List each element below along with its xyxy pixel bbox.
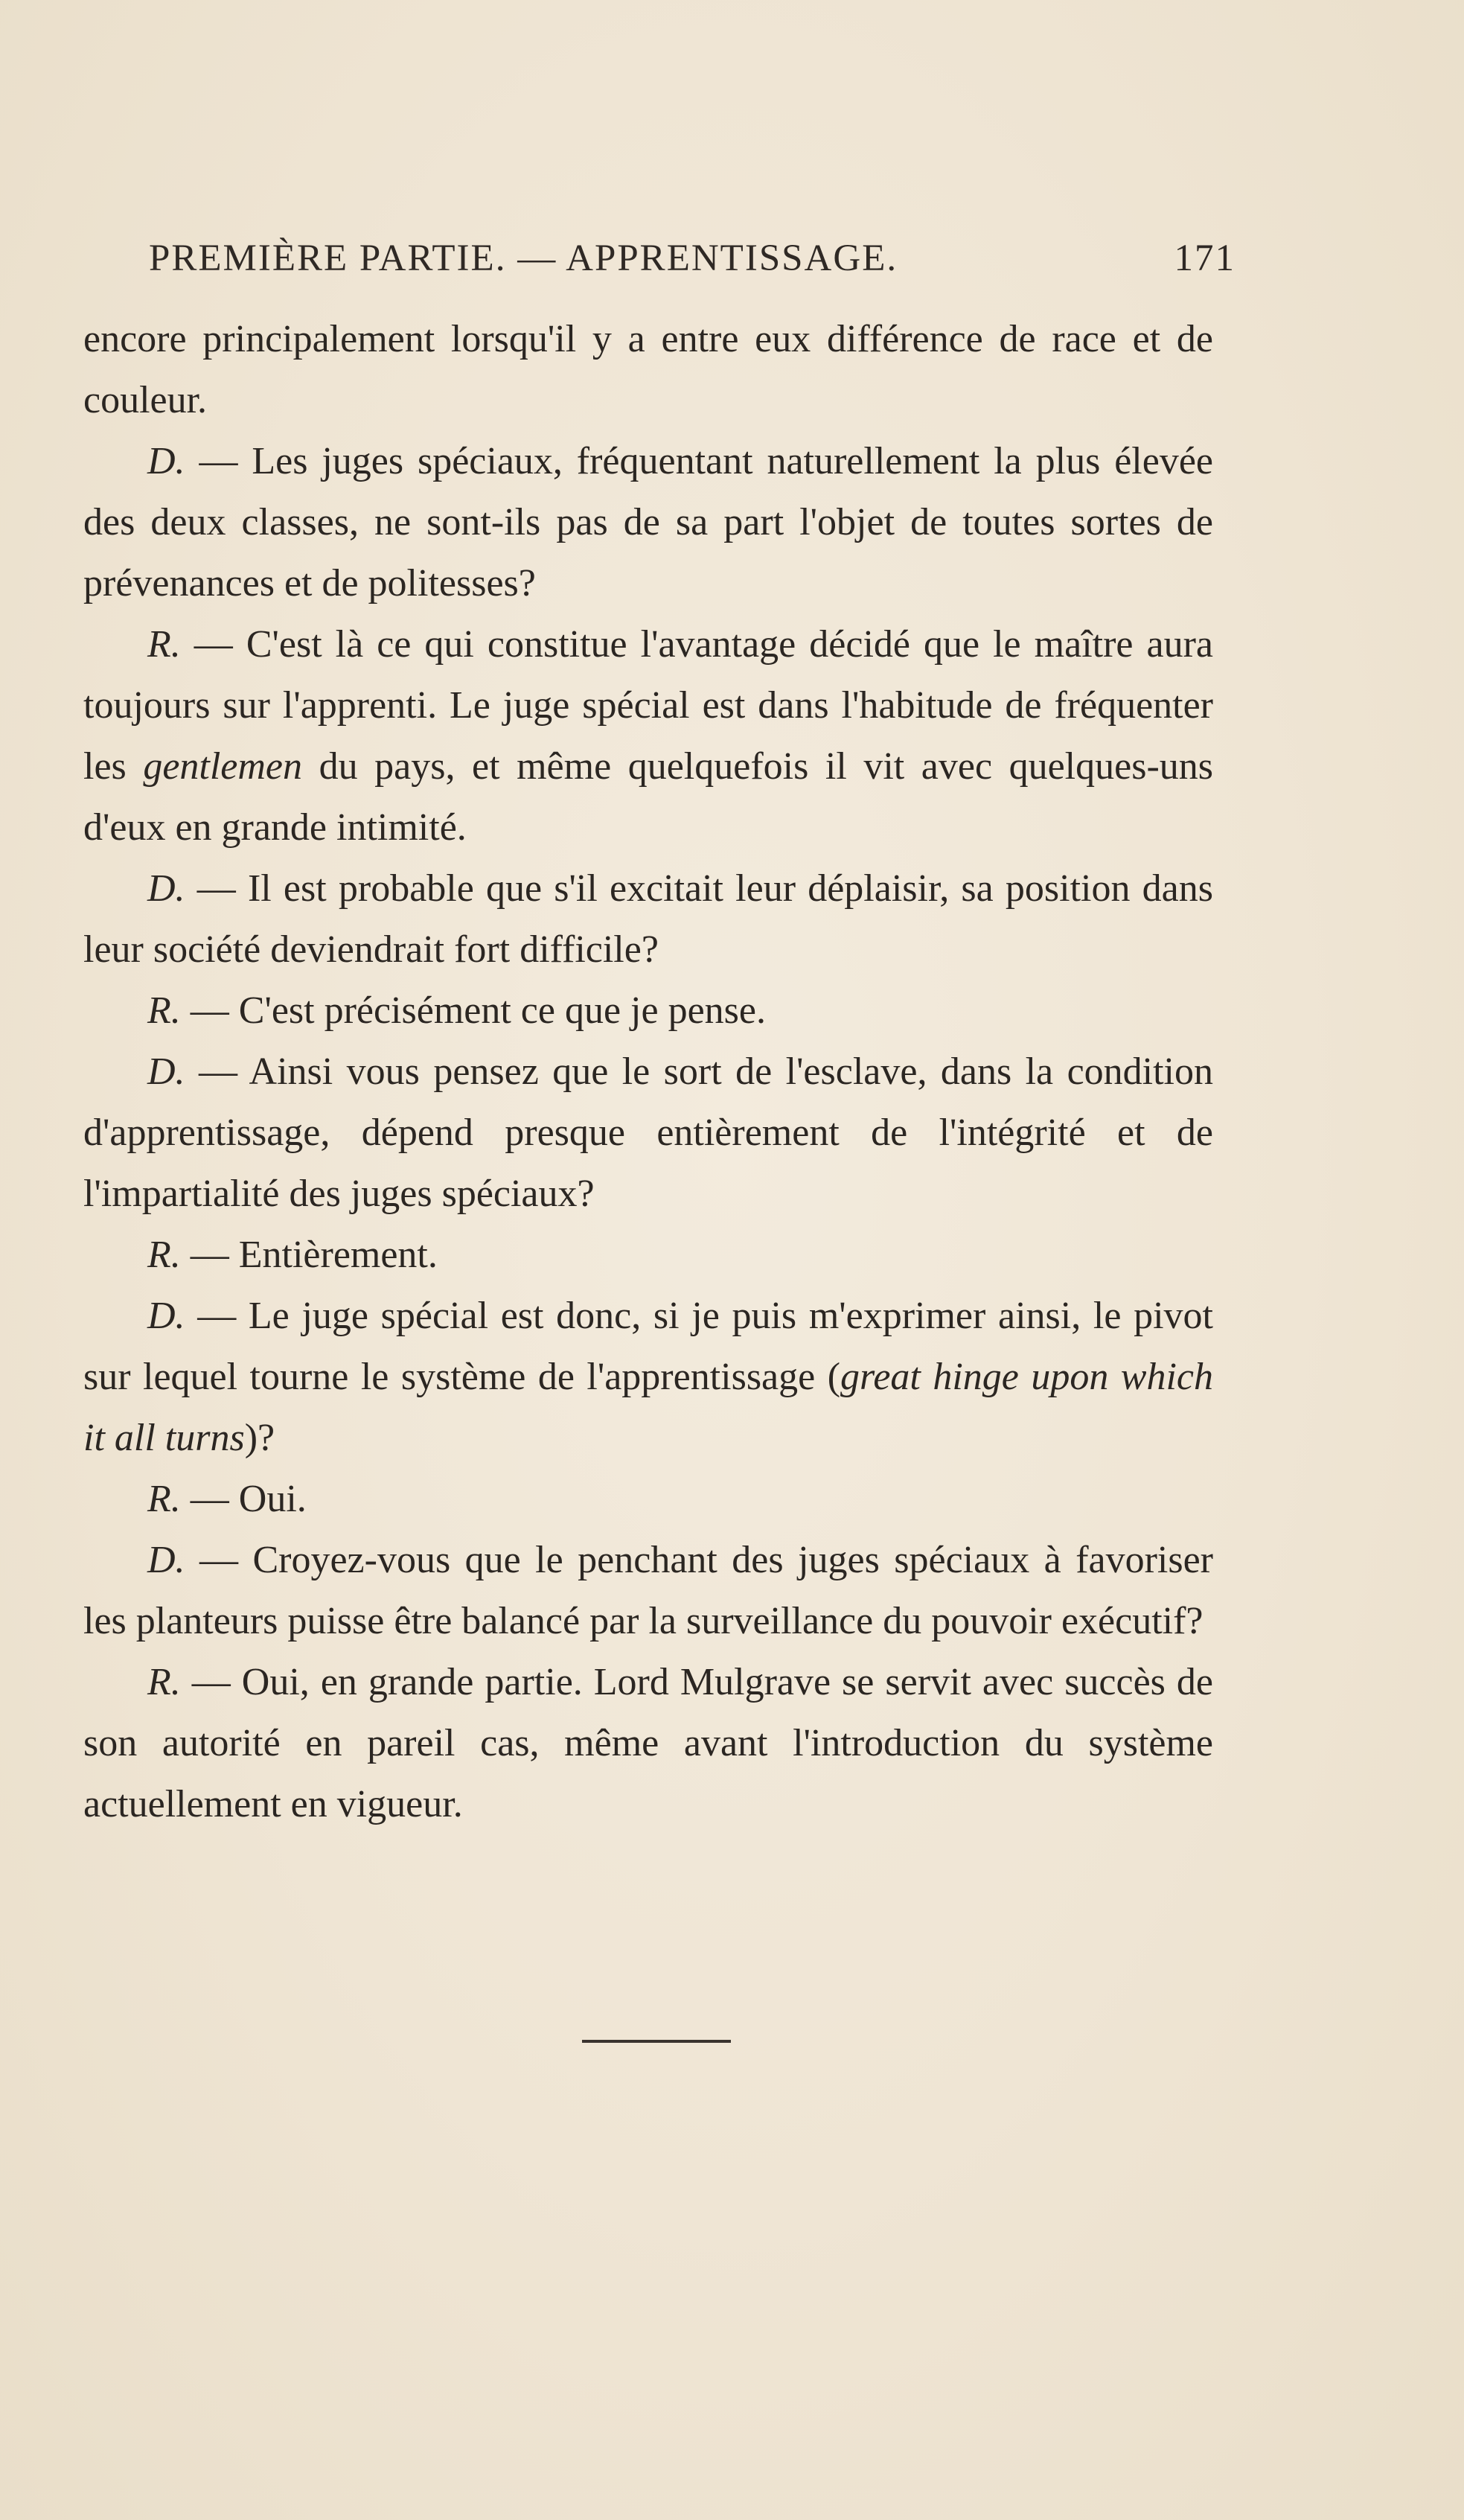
dialog-paragraph	[83, 1042, 1213, 1225]
dialog-paragraph	[83, 431, 1213, 614]
running-head-title: PREMIÈRE PARTIE. — APPRENTISSAGE.	[149, 237, 898, 279]
speaker-label: D.	[147, 867, 185, 910]
paragraph-text: — Oui.	[180, 1478, 307, 1520]
paragraph-text: — Oui, en grande partie. Lord Mulgrave se servit avec succès de son autorité en pareil cas, même avant l'introduction du système actuellement en vigueur.	[83, 1661, 1213, 1825]
dialog-paragraph	[83, 1530, 1213, 1652]
speaker-label: R.	[147, 1661, 181, 1703]
end-rule	[582, 2040, 731, 2043]
dialog-paragraph	[83, 858, 1213, 980]
paragraph-text: encore principalement lorsqu'il y a entre eux différence de race et de couleur.	[83, 318, 1213, 421]
italic-quote: great hinge upon which it all turns	[83, 1356, 1213, 1459]
paragraph-text: — C'est là ce qui constitue l'avantage décidé que le maître aura toujours sur l'apprenti. Le juge spécial est dans l'habitude de fréquenter les	[83, 623, 1213, 788]
speaker-label: R.	[147, 1234, 181, 1276]
speaker-label: R.	[147, 989, 181, 1032]
paragraph-text: — Ainsi vous pensez que le sort de l'esclave, dans la condition d'apprentissage, dépend presque entièrement de l'intégrité et de l'impartialité des juges spéciaux?	[83, 1050, 1213, 1215]
running-head	[149, 237, 1236, 296]
paragraph-text: — Les juges spéciaux, fréquentant naturellement la plus élevée des deux classes, ne sont-ils pas de sa part l'objet de toutes sortes de prévenances et de politesses?	[83, 440, 1213, 605]
paragraph-text: — Il est probable que s'il excitait leur déplaisir, sa position dans leur société deviendrait fort difficile?	[83, 867, 1213, 971]
paragraph-text: — Croyez-vous que le penchant des juges spéciaux à favoriser les planteurs puisse être balancé par la surveillance du pouvoir exécutif?	[83, 1539, 1213, 1642]
dialog-paragraph	[83, 1286, 1213, 1469]
speaker-label: D.	[147, 1050, 185, 1093]
dialog-paragraph	[83, 1225, 1213, 1286]
speaker-label: D.	[147, 1539, 185, 1581]
paragraph-text: — C'est précisément ce que je pense.	[180, 989, 766, 1032]
paragraph-text: — Entièrement.	[180, 1234, 438, 1276]
speaker-label: R.	[147, 623, 181, 666]
speaker-label: D.	[147, 1295, 185, 1337]
dialog-paragraph	[83, 980, 1213, 1042]
paragraph-text-after: )?	[244, 1417, 275, 1459]
dialog-paragraph	[83, 614, 1213, 858]
dialog-paragraph	[83, 1469, 1213, 1530]
paragraph-text-after: du pays, et même quelquefois il vit avec quelques-uns d'eux en grande intimité.	[83, 745, 1213, 849]
page-number: 171	[1174, 237, 1236, 279]
body-text	[83, 309, 1213, 1835]
speaker-label: D.	[147, 440, 185, 482]
italic-term: gentlemen	[143, 745, 303, 788]
paragraph-text: — Le juge spécial est donc, si je puis m'exprimer ainsi, le pivot sur lequel tourne le système de l'apprentissage (	[83, 1295, 1213, 1398]
speaker-label: R.	[147, 1478, 181, 1520]
dialog-paragraph	[83, 1652, 1213, 1835]
paragraph-continuation	[83, 309, 1213, 431]
